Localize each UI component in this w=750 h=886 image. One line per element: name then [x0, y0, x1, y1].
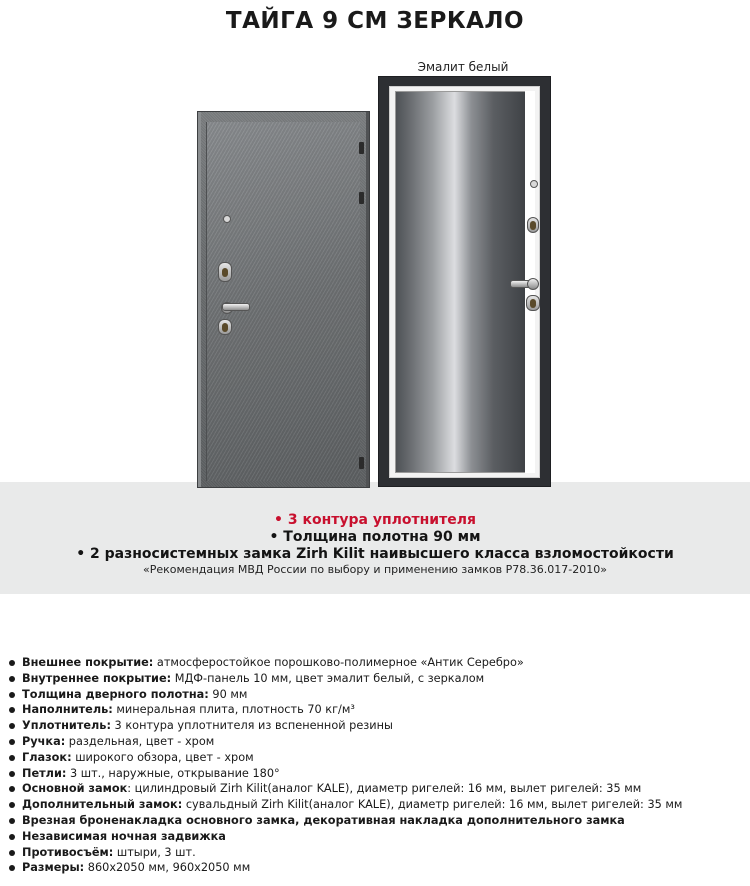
spec-item: [8, 702, 743, 718]
spec-item: [8, 797, 743, 813]
spec-item: [8, 718, 743, 734]
spec-label: Внешнее покрытие:: [22, 656, 154, 669]
spec-value: штыри, 3 шт.: [113, 845, 196, 859]
feature-note: «Рекомендация МВД России по выбору и применению замков Р78.36.017-2010»: [143, 563, 607, 576]
spec-label: Толщина дверного полотна:: [22, 687, 209, 701]
spec-label: Дополнительный замок:: [22, 798, 183, 812]
main-lock-icon: [526, 295, 540, 311]
spec-item: [8, 750, 743, 766]
spec-value: 860х2050 мм, 960х2050 мм: [84, 861, 251, 875]
spec-item: [8, 829, 743, 845]
key-features: [0, 512, 750, 577]
spec-label: Наполнитель:: [22, 703, 113, 717]
spec-value: раздельная, цвет - хром: [65, 734, 215, 748]
spec-label: Внутреннее покрытие:: [22, 671, 172, 685]
spec-value: сувальдный Zirh Kilit(аналог KALE), диаметр ригелей: 16 мм, вылет ригелей: 35 мм: [182, 798, 683, 812]
spec-item: [8, 845, 743, 861]
hinge-icon: [359, 192, 364, 204]
spec-value: атмосферостойкое порошково-полимерное «Антик Серебро»: [153, 656, 524, 669]
secondary-lock-icon: [218, 262, 232, 282]
specifications-list: [8, 655, 743, 876]
spec-item: [8, 671, 743, 687]
handle-rosette-icon: [527, 278, 539, 290]
spec-label: Основной замок: [22, 782, 128, 796]
spec-item: [8, 687, 743, 703]
spec-value: широкого обзора, цвет - хром: [71, 750, 254, 764]
spec-value: МДФ-панель 10 мм, цвет эмалит белый, с зеркалом: [171, 671, 485, 685]
hinge-icon: [359, 457, 364, 469]
spec-label: Петли:: [22, 766, 67, 780]
inner-finish-caption: Эмалит белый: [417, 60, 509, 74]
spec-label: Размеры:: [22, 861, 85, 875]
spec-label: Врезная броненакладка основного замка, декоративная накладка дополнительного замка: [22, 813, 625, 827]
spec-value: : цилиндровый Zirh Kilit(аналог KALE), диаметр ригелей: 16 мм, вылет ригелей: 35 мм: [127, 782, 642, 796]
spec-item: [8, 860, 743, 876]
spec-label: Уплотнитель:: [22, 719, 111, 733]
page-title: ТАЙГА 9 СМ ЗЕРКАЛО: [225, 8, 525, 34]
mirror-panel: [395, 91, 527, 473]
spec-label: Ручка:: [22, 734, 66, 748]
spec-item: [8, 766, 743, 782]
spec-value: минеральная плита, плотность 70 кг/м³: [112, 703, 355, 717]
spec-item: [8, 734, 743, 750]
spec-item: [8, 781, 743, 797]
main-lock-icon: [218, 319, 232, 335]
door-handle-icon: [222, 303, 250, 311]
secondary-lock-icon: [527, 217, 539, 233]
feature-seal-contours: • 3 контура уплотнителя: [274, 512, 476, 528]
feature-leaf-thickness: • Толщина полотна 90 мм: [269, 529, 481, 545]
spec-item: [8, 655, 743, 671]
spec-label: Независимая ночная задвижка: [22, 829, 226, 843]
spec-label: Противосъём:: [22, 845, 114, 859]
spec-item: [8, 813, 743, 829]
spec-value: 90 мм: [208, 687, 248, 701]
peephole-icon: [530, 180, 538, 188]
spec-value: 3 контура уплотнителя из вспененной резины: [110, 719, 393, 733]
spec-label: Глазок:: [22, 750, 72, 764]
hinge-icon: [359, 142, 364, 154]
inner-door-image: [378, 76, 551, 487]
spec-value: 3 шт., наружные, открывание 180°: [66, 766, 280, 780]
feature-locks: • 2 разносистемных замка Zirh Kilit наивысшего класса взломостойкости: [76, 546, 674, 562]
outer-door-image: [197, 111, 370, 488]
peephole-icon: [223, 215, 231, 223]
